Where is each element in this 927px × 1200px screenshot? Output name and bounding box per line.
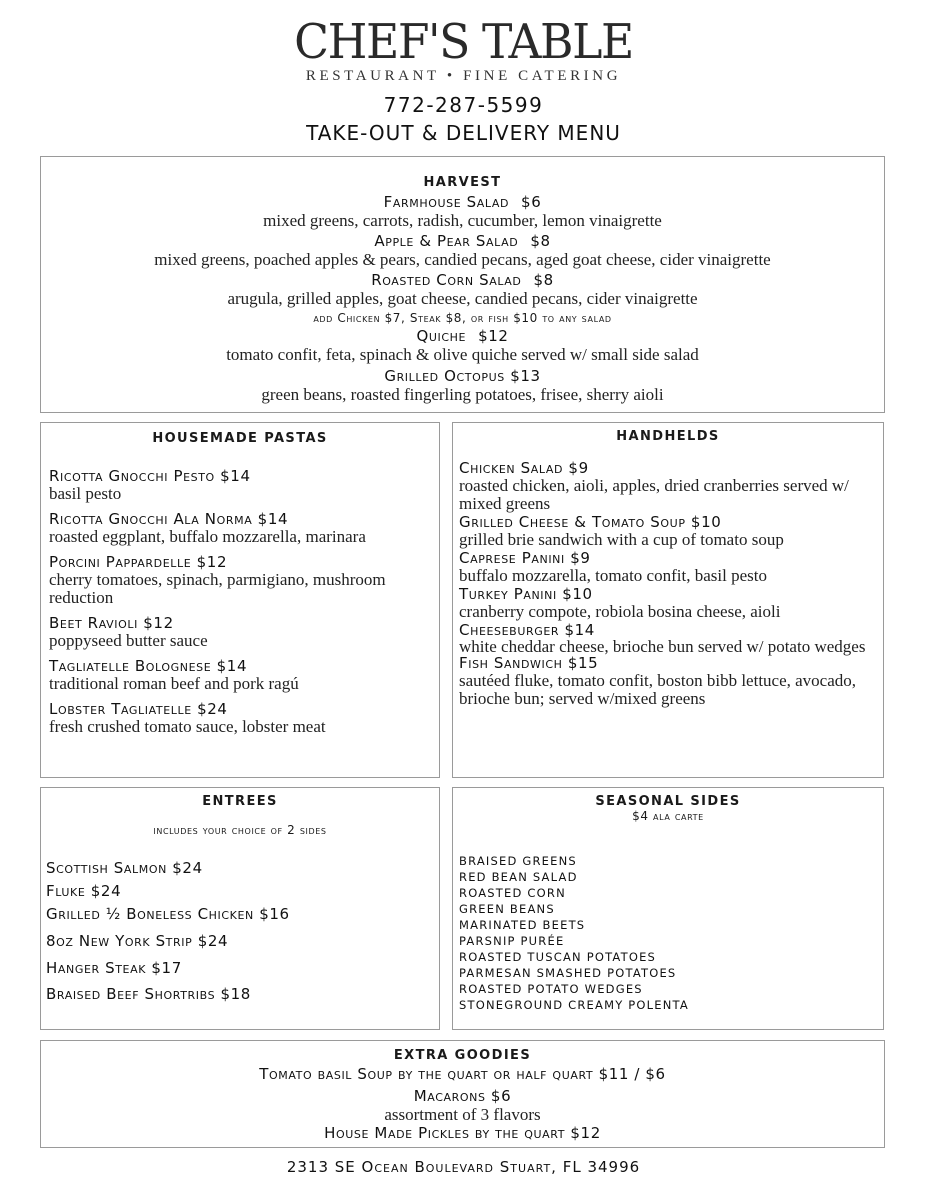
sides-section (452, 787, 884, 1030)
menu-item (459, 621, 877, 654)
item-name: Porcini Pappardelle $12 (49, 553, 228, 571)
item-price: $8 (530, 232, 551, 250)
item-description: grilled brie sandwich with a cup of tomato soup (459, 530, 784, 549)
entrees-sides-note: includes your choice of 2 sides (153, 823, 327, 837)
menu-title: TAKE-OUT & DELIVERY MENU (306, 121, 621, 145)
item-description: mixed greens, carrots, radish, cucumber, lemon vinaigrette (263, 211, 662, 230)
item-price: $8 (533, 271, 554, 289)
item-price: $6 (521, 193, 542, 211)
list-item: ROASTED TUSCAN POTATOES (459, 950, 657, 964)
section-title: HOUSEMADE PASTAS (152, 431, 328, 446)
section-title: EXTRA GOODIES (393, 1048, 532, 1063)
item-description: sautéed fluke, tomato confit, boston bibb lettuce, avocado, brioche bun; served w/mixed greens (459, 671, 857, 708)
menu-item (459, 654, 877, 708)
menu-item (41, 327, 884, 364)
item-description: roasted eggplant, buffalo mozzarella, marinara (49, 527, 366, 546)
list-item: RED BEAN SALAD (459, 870, 578, 884)
handhelds-section (452, 422, 884, 778)
phone-number[interactable]: 772-287-5599 (383, 93, 544, 117)
item-name: Grilled Octopus (384, 367, 505, 385)
menu-item: 8oz New York Strip $24 (46, 932, 229, 950)
sides-price-note: $4 ala carte (632, 809, 704, 823)
menu-item: Fluke $24 (46, 882, 122, 900)
item-description: tomato confit, feta, spinach & olive quiche served w/ small side salad (226, 345, 699, 364)
menu-header (0, 14, 927, 145)
menu-item (41, 271, 884, 308)
item-price: $12 (478, 327, 509, 345)
section-title: HANDHELDS (616, 429, 720, 444)
menu-item: House Made Pickles by the quart $12 (324, 1124, 601, 1142)
item-name: Caprese Panini $9 (459, 549, 591, 567)
item-description: poppyseed butter sauce (49, 631, 208, 650)
menu-item (49, 554, 431, 607)
item-name: Apple & Pear Salad (374, 232, 519, 250)
item-description: cranberry compote, robiola bosina cheese, aioli (459, 602, 781, 621)
item-name: Ricotta Gnocchi Pesto $14 (49, 467, 251, 485)
menu-item (459, 585, 877, 621)
item-name: Turkey Panini $10 (459, 585, 593, 603)
item-name: Chicken Salad $9 (459, 459, 589, 477)
item-description: arugula, grilled apples, goat cheese, candied pecans, cider vinaigrette (227, 289, 698, 308)
list-item: STONEGROUND CREAMY POLENTA (459, 998, 689, 1012)
item-description: green beans, roasted fingerling potatoes, frisee, sherry aioli (261, 385, 664, 404)
list-item: MARINATED BEETS (459, 918, 586, 932)
item-description: roasted chicken, aioli, apples, dried cranberries served w/ mixed greens (459, 476, 849, 513)
menu-item (41, 232, 884, 269)
menu-item: Tomato basil Soup by the quart or half quart $11 / $6 (259, 1065, 666, 1083)
menu-item (459, 459, 877, 513)
item-description: fresh crushed tomato sauce, lobster meat (49, 717, 326, 736)
menu-item (459, 513, 877, 549)
item-name: Cheeseburger $14 (459, 621, 595, 639)
list-item: BRAISED GREENS (459, 854, 577, 868)
menu-item (49, 658, 431, 693)
item-description: traditional roman beef and pork ragú (49, 674, 299, 693)
pastas-section (40, 422, 440, 778)
menu-item: Macarons $6 (413, 1087, 512, 1105)
item-name: Fish Sandwich $15 (459, 654, 599, 672)
list-item: PARSNIP PURÉE (459, 934, 565, 948)
menu-item (49, 615, 431, 650)
menu-item (41, 193, 884, 230)
menu-item: Scottish Salmon $24 (46, 859, 203, 877)
harvest-section (40, 156, 885, 413)
menu-item (41, 367, 884, 404)
restaurant-logo: CHEF'S TABLE (294, 14, 633, 70)
item-name: Lobster Tagliatelle $24 (49, 700, 228, 718)
menu-item (49, 468, 431, 503)
menu-item (459, 549, 877, 585)
entrees-section (40, 787, 440, 1030)
list-item: ROASTED POTATO WEDGES (459, 982, 643, 996)
list-item: PARMESAN SMASHED POTATOES (459, 966, 677, 980)
section-title: HARVEST (423, 175, 502, 190)
section-title: SEASONAL SIDES (595, 794, 741, 809)
item-description: white cheddar cheese, brioche bun served w/ potato wedges (459, 637, 866, 656)
list-item: GREEN BEANS (459, 902, 555, 916)
footer-address: 2313 SE Ocean Boulevard Stuart, FL 34996 (286, 1158, 641, 1176)
menu-item: Hanger Steak $17 (46, 959, 182, 977)
menu-item (49, 701, 431, 736)
item-description: basil pesto (49, 484, 122, 503)
item-description: assortment of 3 flavors (384, 1105, 541, 1124)
list-item: ROASTED CORN (459, 886, 566, 900)
item-description: buffalo mozzarella, tomato confit, basil pesto (459, 566, 767, 585)
item-name: Ricotta Gnocchi Ala Norma $14 (49, 510, 289, 528)
menu-item (49, 511, 431, 546)
item-name: Tagliatelle Bolognese $14 (49, 657, 248, 675)
salad-addon-note: add Chicken $7, Steak $8, or fish $10 to any salad (313, 311, 612, 325)
item-name: Roasted Corn Salad (371, 271, 522, 289)
item-name: Quiche (416, 327, 467, 345)
menu-item: Braised Beef Shortribs $18 (46, 985, 251, 1003)
section-title: ENTREES (202, 794, 278, 809)
item-name: Beet Ravioli $12 (49, 614, 174, 632)
item-description: mixed greens, poached apples & pears, candied pecans, aged goat cheese, cider vinaigrette (154, 250, 771, 269)
item-name: Grilled Cheese & Tomato Soup $10 (459, 513, 722, 531)
restaurant-tagline: RESTAURANT • FINE CATERING (305, 68, 622, 84)
item-price: $13 (510, 367, 541, 385)
item-name: Farmhouse Salad (383, 193, 510, 211)
extras-section (40, 1040, 885, 1148)
item-description: cherry tomatoes, spinach, parmigiano, mushroom reduction (49, 570, 386, 607)
menu-item: Grilled ½ Boneless Chicken $16 (46, 905, 290, 923)
